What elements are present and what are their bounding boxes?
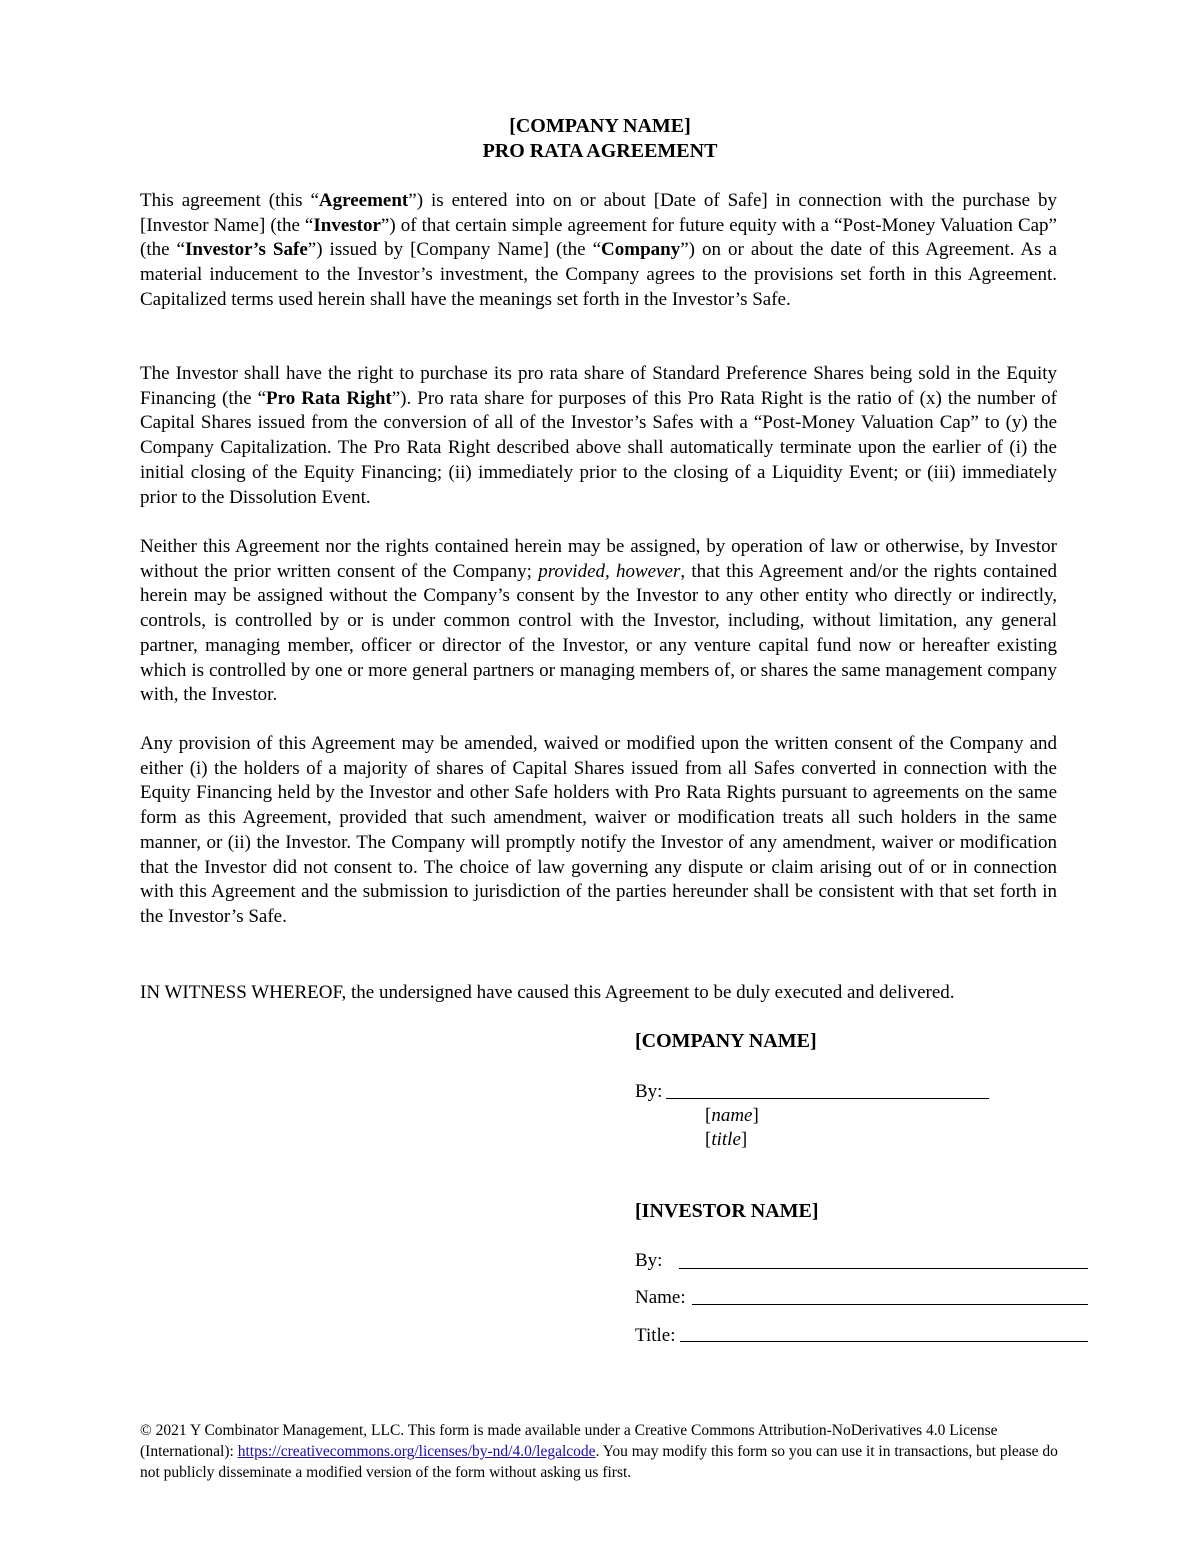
defined-term-investor: Investor [313,214,381,236]
company-signature-heading: [COMPANY NAME] [635,1030,817,1052]
p1-text-a: This agreement (this “ [140,190,319,211]
investor-by-label: By: [635,1250,663,1271]
investor-title-label: Title: [635,1325,676,1346]
p1-text-g: ”) issued by [Company Name] (the “ [307,239,602,261]
p3-text-a: Neither this Agreement nor the rights contained herein may be assigned, by operation of law or otherwise, by Investor without the prior written consent of the Company; [140,536,1057,582]
defined-term-investors-safe: Investor’s Safe [185,239,308,261]
company-title-placeholder: title [711,1129,741,1150]
p2-text-c: ”). Pro rata share for purposes of this Pro Rata Right is the ratio of (x) the number of Capital Shares issued from the conversion of all of the Investor’s Safes with a “Post-Money Valuation Cap” to (y) the Company Capitalization. The Pro Rata Right described above shall automatically terminate upon the earlier of (i) the initial closing of the Equity Financing; (ii) immediately prior to the closing of a Liquidity Event; or (iii) immediately prior to the Dissolution Event. [140,387,1058,508]
defined-term-company: Company [601,239,681,261]
header-company-name: [COMPANY NAME] [509,115,691,137]
investor-name-line[interactable] [692,1304,1088,1305]
p2-text-a: The Investor shall have the right to purchase its pro rata share of Standard Preference Shares being sold in the Equity Financing (the “ [140,363,1057,409]
page-title: PRO RATA AGREEMENT [482,140,718,162]
company-name-placeholder: name [711,1105,753,1126]
p1-text-c: ”) is entered into on or about [Date of Safe] in connection with the purchase by [Investor Name] (the “ [140,190,1057,236]
paragraph-assignment [140,535,1057,708]
company-signer-name: [name] [705,1105,759,1126]
defined-term-pro-rata-right: Pro Rata Right [266,387,392,409]
p3-text-c: , that this Agreement and/or the rights contained herein may be assigned without the Company’s consent by the Investor to any other entity who directly or indirectly, controls, is controlled by or is under common control with the Investor, including, without limitation, any general partner, managing member, officer or director of the Investor, or any venture capital fund now or hereafter existing which is controlled by one or more general partners or managing members of, or shares the same management company with, the Investor. [140,560,1058,706]
investor-signature-heading: [INVESTOR NAME] [635,1200,819,1222]
investor-title-line[interactable] [680,1341,1088,1342]
license-link[interactable]: https://creativecommons.org/licenses/by-nd/4.0/legalcode [237,1443,596,1460]
company-by-label: By: [635,1081,663,1102]
p1-text-i: ”) on or about the date of this Agreement. As a material inducement to the Investor’s investment, the Company agrees to the provisions set forth in this Agreement. Capitalized terms used herein shall have the meanings set forth in the Investor’s Safe. [140,239,1057,310]
p4-text: Any provision of this Agreement may be amended, waived or modified upon the written consent of the Company and either (i) the holders of a majority of shares of Capital Shares issued from all Safes converted in connection with the Equity Financing held by the Investor and other Safe holders with Pro Rata Rights pursuant to agreements on the same form as this Agreement, provided that such amendment, waiver or modification treats all such holders in the same manner, or (ii) the Investor. The Company will promptly notify the Investor of any amendment, waiver or modification that the Investor did not consent to. The choice of law governing any dispute or claim arising out of or in connection with this Agreement and the submission to jurisdiction of the parties hereunder shall be consistent with that set forth in the Investor’s Safe. [140,733,1057,927]
company-signer-title: [title] [705,1129,748,1150]
paragraph-amendment [140,732,1057,930]
license-footer [140,1420,1070,1483]
paragraph-pro-rata-right [140,362,1057,510]
paragraph-recitals [140,189,1057,313]
paragraph-witness [140,981,1080,1006]
footer-text-a: © 2021 Y Combinator Management, LLC. This form is made available under a Creative Commons Attribution-NoDerivatives 4.0 License (International): [140,1422,998,1460]
investor-name-label: Name: [635,1287,686,1308]
p3-proviso: provided, however [538,560,681,582]
investor-signature-line[interactable] [679,1268,1088,1269]
defined-term-agreement: Agreement [318,190,409,211]
p1-text-e: ”) of that certain simple agreement for future equity with a “Post-Money Valuation Cap” (the “ [140,214,1057,261]
p5-text: IN WITNESS WHEREOF, the undersigned have caused this Agreement to be duly executed and delivered. [140,982,955,1003]
company-signature-line[interactable] [666,1098,989,1099]
footer-text-b: . You may modify this form so you can use it in transactions, but please do not publicly disseminate a modified version of the form without asking us first. [140,1443,1058,1481]
